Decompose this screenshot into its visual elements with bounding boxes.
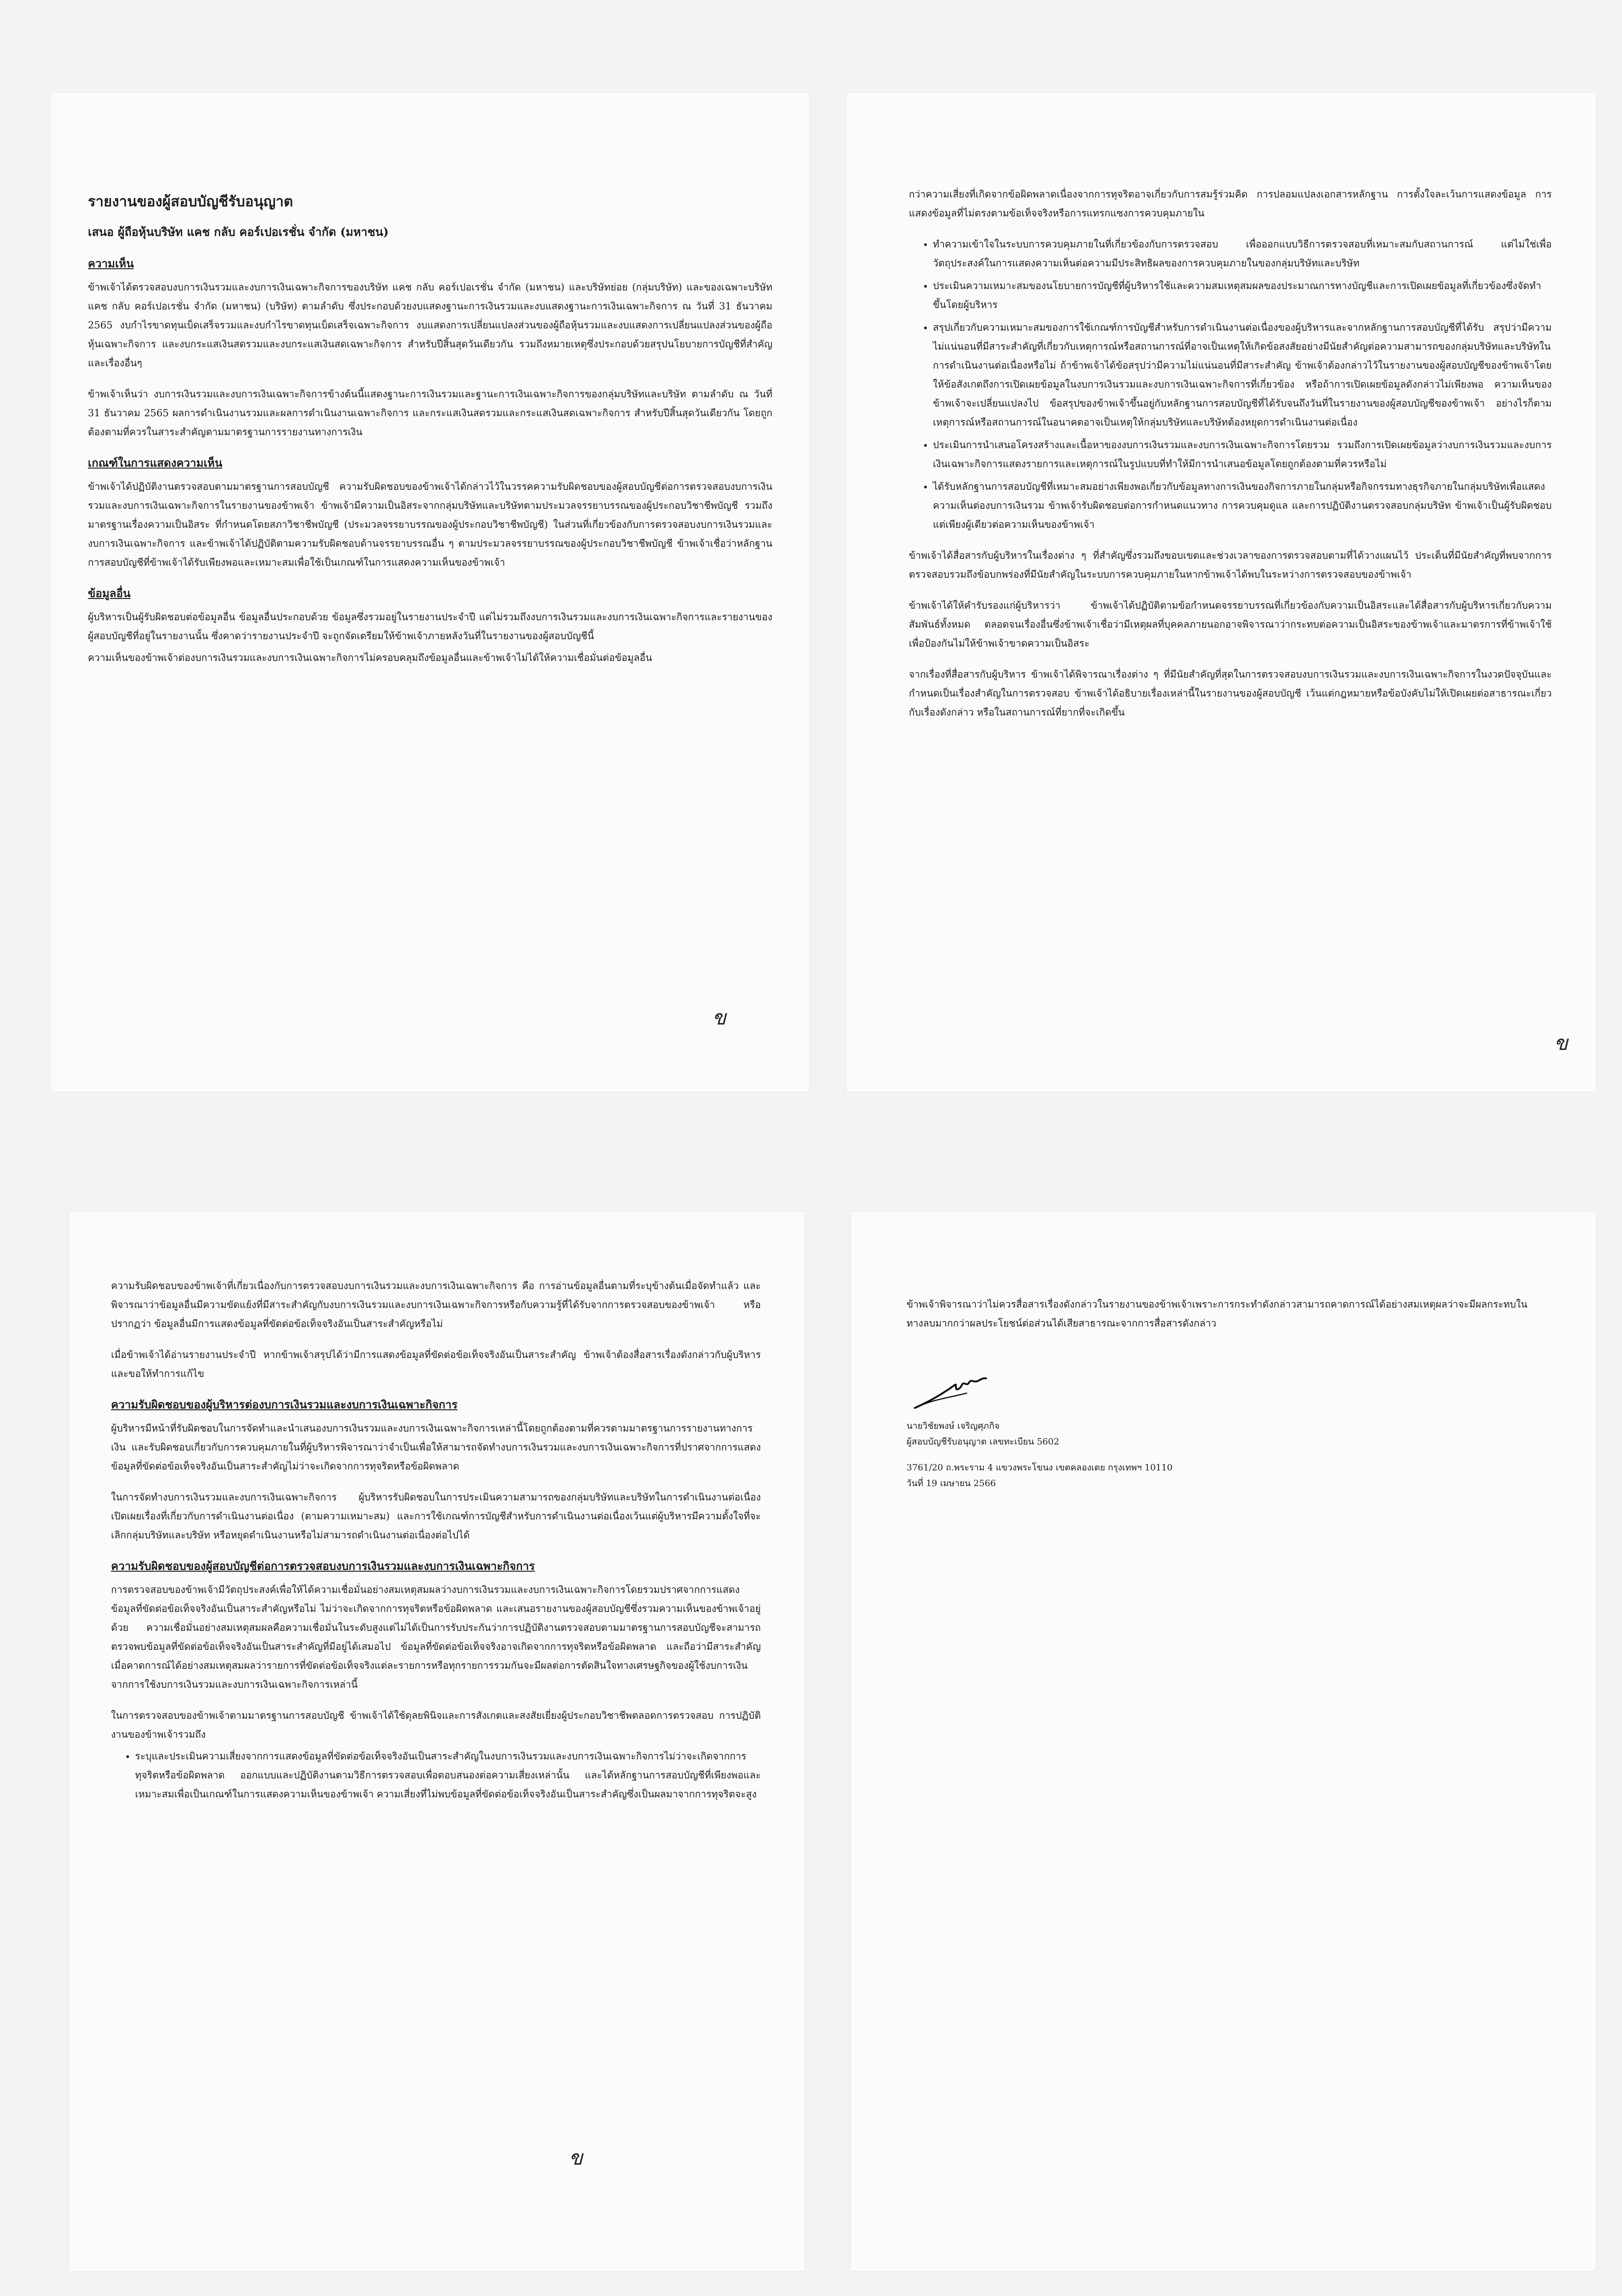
list-item: • ประเมินการนำเสนอโครงสร้างและเนื้อหาของงบการเงินรวมและงบการเงินเฉพาะกิจการโดยรวม รวมถึงการเปิดเผยข้อมูลว่างบการเงินรวมและงบการเงินเฉพาะกิจการแสดงรายการและเหตุการณ์ในรูปแบบที่ทำให้มีการนำเสนอข้อมูลโดยถูกต้องตามที่ควรหรือไม่ — [933, 436, 1552, 474]
paragraph-opinion: ข้าพเจ้าเห็นว่า งบการเงินรวมและงบการเงินเฉพาะกิจการข้างต้นนี้แสดงฐานะการเงินรวมและฐานะการเงินเฉพาะกิจการของกลุ่มบริษัทและบริษัท ตามลำดับ ณ วันที่ 31 ธันวาคม 2565 ผลการดำเนินงานรวมและผลการดำเนินงานเฉพาะกิจการ และกระแสเงินสดรวมและกระแสเงินสดเฉพาะกิจการ สำหรับปีสิ้นสุดวันเดียวกัน โดยถูกต้องตามที่ควรในสาระสำคัญตามมาตรฐานการรายงานทางการเงิน — [88, 389, 772, 438]
list-item: • สรุปเกี่ยวกับความเหมาะสมของการใช้เกณฑ์การบัญชีสำหรับการดำเนินงานต่อเนื่องของผู้บริหารและจากหลักฐานการสอบบัญชีที่ได้รับ สรุปว่ามีความไม่แน่นอนที่มีสาระสำคัญที่เกี่ยวกับเหตุการณ์หรือสถานการณ์ที่อาจเป็นเหตุให้เกิดข้อสงสัยอย่างมีนัยสำคัญต่อความสามารถของกลุ่มบริษัทและบริษัทในการดำเนินงานต่อเนื่องหรือไม่ ถ้าข้าพเจ้าได้ข้อสรุปว่ามีความไม่แน่นอนที่มีสาระสำคัญ ข้าพเจ้าต้องกล่าวไว้ในรายงานของผู้สอบบัญชีของข้าพเจ้าโดยให้ข้อสังเกตถึงการเปิดเผยข้อมูลในงบการเงินรวมและงบการเงินเฉพาะกิจการที่เกี่ยวข้อง หรือถ้าการเปิดเผยข้อมูลดังกล่าวไม่เพียงพอ ความเห็นของข้าพเจ้าจะเปลี่ยนแปลงไป ข้อสรุปของข้าพเจ้าขึ้นอยู่กับหลักฐานการสอบบัญชีที่ได้รับจนถึงวันที่ในรายงานของผู้สอบบัญชีของข้าพเจ้า อย่างไรก็ตาม เหตุการณ์หรือสถานการณ์ในอนาคตอาจเป็นเหตุให้กลุ่มบริษัทและบริษัทต้องหยุดการดำเนินงานต่อเนื่อง — [933, 318, 1552, 432]
heading-basis-for-opinion: เกณฑ์ในการแสดงความเห็น — [88, 456, 222, 469]
page-4-content — [907, 1295, 1540, 1491]
paragraph-other-info-responsibility: ความรับผิดชอบของข้าพเจ้าที่เกี่ยวเนื่องกับการตรวจสอบงบการเงินรวมและงบการเงินเฉพาะกิจการ คือ การอ่านข้อมูลอื่นตามที่ระบุข้างต้นเมื่อจัดทำแล้ว และพิจารณาว่าข้อมูลอื่นมีความขัดแย้งที่มีสาระสำคัญกับงบการเงินรวมและงบการเงินเฉพาะกิจการหรือกับความรู้ที่ได้รับจากการตรวจสอบของข้าพเจ้า หรือปรากฏว่า ข้อมูลอื่นมีการแสดงข้อมูลที่ขัดต่อข้อเท็จจริงอันเป็นสาระสำคัญหรือไม่ — [111, 1280, 761, 1329]
report-page-3 — [69, 1212, 805, 2271]
page-1-content — [88, 190, 772, 679]
paragraph-opinion-scope: ข้าพเจ้าได้ตรวจสอบงบการเงินรวมและงบการเงินเฉพาะกิจการของบริษัท แคช กลับ คอร์เปอเรชั่น จำกัด (มหาชน) และบริษัทย่อย (กลุ่มบริษัท) และของเฉพาะบริษัท แคช กลับ คอร์เปอเรชั่น จำกัด (มหาชน) (บริษัท) ตามลำดับ ซึ่งประกอบด้วยงบแสดงฐานะการเงินรวมและงบแสดงฐานะการเงินเฉพาะกิจการ ณ วันที่ 31 ธันวาคม 2565 งบกำไรขาดทุนเบ็ดเสร็จรวมและงบกำไรขาดทุนเบ็ดเสร็จเฉพาะกิจการ งบแสดงการเปลี่ยนแปลงส่วนของผู้ถือหุ้นรวมและงบแสดงการเปลี่ยนแปลงส่วนของผู้ถือหุ้นเฉพาะกิจการ และงบกระแสเงินสดรวมและงบกระแสเงินสดเฉพาะกิจการ สำหรับปีสิ้นสุดวันเดียวกัน รวมถึงหมายเหตุซึ่งประกอบด้วยสรุปนโยบายการบัญชีที่สำคัญและเรื่องอื่นๆ — [88, 282, 772, 369]
handwritten-signature — [911, 1365, 1022, 1416]
signer-name: นายวิชัยพงษ์ เจริญศุภกิจ — [907, 1421, 1000, 1431]
report-page-2 — [846, 93, 1596, 1092]
heading-other-information: ข้อมูลอื่น — [88, 586, 131, 600]
page-2-content — [909, 185, 1552, 734]
paragraph-basis-for-opinion: ข้าพเจ้าได้ปฏิบัติงานตรวจสอบตามมาตรฐานการสอบบัญชี ความรับผิดชอบของข้าพเจ้าได้กล่าวไว้ในวรรคความรับผิดชอบของผู้สอบบัญชีต่อการตรวจสอบงบการเงินรวมและงบการเงินเฉพาะกิจการในรายงานของข้าพเจ้า ข้าพเจ้ามีความเป็นอิสระจากกลุ่มบริษัทและบริษัทตามประมวลจรรยาบรรณของผู้ประกอบวิชาชีพบัญชี รวมถึง มาตรฐานเรื่องความเป็นอิสระ ที่กำหนดโดยสภาวิชาชีพบัญชี (ประมวลจรรยาบรรณของผู้ประกอบวิชาชีพบัญชี) ในส่วนที่เกี่ยวข้องกับการตรวจสอบงบการเงินรวมและงบการเงินเฉพาะกิจการ และข้าพเจ้าได้ปฏิบัติตามความรับผิดชอบด้านจรรยาบรรณอื่น ๆ ตามประมวลจรรยาบรรณของผู้ประกอบวิชาชีพบัญชี ข้าพเจ้าเชื่อว่าหลักฐานการสอบบัญชีที่ข้าพเจ้าได้รับเพียงพอและเหมาะสมเพื่อใช้เป็นเกณฑ์ในการแสดงความเห็นของข้าพเจ้า — [88, 481, 772, 568]
auditor-procedures-list — [111, 1747, 761, 1804]
paragraph-non-disclosure: ข้าพเจ้าพิจารณาว่าไม่ควรสื่อสารเรื่องดังกล่าวในรายงานของข้าพเจ้าเพราะการกระทำดังกล่าวสามารถคาดการณ์ได้อย่างสมเหตุผลว่าจะมีผลกระทบในทางลบมากกว่าผลประโยชน์ต่อส่วนได้เสียสาธารณะจากการสื่อสารดังกล่าว — [907, 1299, 1528, 1329]
auditor-procedures-list — [909, 235, 1552, 534]
report-date: วันที่ 19 เมษายน 2566 — [907, 1478, 996, 1488]
paragraph-key-audit-matters: จากเรื่องที่สื่อสารกับผู้บริหาร ข้าพเจ้าได้พิจารณาเรื่องต่าง ๆ ที่มีนัยสำคัญที่สุดในการตรวจสอบงบการเงินรวมและงบการเงินเฉพาะกิจการในงวดปัจจุบันและกำหนดเป็นเรื่องสำคัญในการตรวจสอบ ข้าพเจ้าได้อธิบายเรื่องเหล่านี้ในรายงานของผู้สอบบัญชี เว้นแต่กฎหมายหรือข้อบังคับไม่ให้เปิดเผยต่อสาธารณะเกี่ยวกับเรื่องดังกล่าว หรือในสถานการณ์ที่ยากที่จะเกิดขึ้น — [909, 669, 1552, 718]
paragraph-management-responsibility: ผู้บริหารมีหน้าที่รับผิดชอบในการจัดทำและนำเสนองบการเงินรวมและงบการเงินเฉพาะกิจการเหล่านี้โดยถูกต้องตามที่ควรตามมาตรฐานการรายงานทางการเงิน และรับผิดชอบเกี่ยวกับการควบคุมภายในที่ผู้บริหารพิจารณาว่าจำเป็นเพื่อให้สามารถจัดทำงบการเงินรวมและงบการเงินเฉพาะกิจการที่ปราศจากการแสดงข้อมูลที่ขัดต่อข้อเท็จจริงอันเป็นสาระสำคัญไม่ว่าจะเกิดจากการทุจริตหรือข้อผิดพลาด — [111, 1423, 761, 1472]
heading-opinion: ความเห็น — [88, 257, 134, 270]
report-title: รายงานของผู้สอบบัญชีรับอนุญาต — [88, 193, 293, 210]
page-initial-mark: ข — [1554, 1031, 1568, 1055]
signature-block — [907, 1365, 1540, 1491]
firm-address: 3761/20 ถ.พระราม 4 แขวงพระโขนง เขตคลองเตย กรุงเทพฯ 10110 — [907, 1463, 1173, 1473]
heading-auditor-responsibility: ความรับผิดชอบของผู้สอบบัญชีต่อการตรวจสอบงบการเงินรวมและงบการเงินเฉพาะกิจการ — [111, 1559, 535, 1573]
paragraph-annual-report: เมื่อข้าพเจ้าได้อ่านรายงานประจำปี หากข้าพเจ้าสรุปได้ว่ามีการแสดงข้อมูลที่ขัดต่อข้อเท็จจริงอันเป็นสาระสำคัญ ข้าพเจ้าต้องสื่อสารเรื่องดังกล่าวกับผู้บริหารและขอให้ทำการแก้ไข — [111, 1349, 761, 1379]
list-item: • ประเมินความเหมาะสมของนโยบายการบัญชีที่ผู้บริหารใช้และความสมเหตุสมผลของประมาณการทางบัญชีและการเปิดเผยข้อมูลที่เกี่ยวข้องซึ่งจัดทำขึ้นโดยผู้บริหาร — [933, 277, 1552, 315]
report-page-1 — [51, 93, 809, 1092]
paragraph-continued-fraud-risk: กว่าความเสี่ยงที่เกิดจากข้อผิดพลาดเนื่องจากการทุจริตอาจเกี่ยวกับการสมรู้ร่วมคิด การปลอมแปลงเอกสารหลักฐาน การตั้งใจละเว้นการแสดงข้อมูล การแสดงข้อมูลที่ไม่ตรงตามข้อเท็จจริงหรือการแทรกแซงการควบคุมภายใน — [909, 189, 1552, 219]
report-addressee: เสนอ ผู้ถือหุ้นบริษัท แคช กลับ คอร์เปอเรชั่น จำกัด (มหาชน) — [88, 225, 389, 239]
page-initial-mark: ข — [568, 2146, 583, 2170]
paragraph-communication: ข้าพเจ้าได้สื่อสารกับผู้บริหารในเรื่องต่าง ๆ ที่สำคัญซึ่งรวมถึงขอบเขตและช่วงเวลาของการตรวจสอบตามที่ได้วางแผนไว้ ประเด็นที่มีนัยสำคัญที่พบจากการตรวจสอบรวมถึงข้อบกพร่องที่มีนัยสำคัญในระบบการควบคุมภายในหากข้าพเจ้าได้พบในระหว่างการตรวจสอบของข้าพเจ้า — [909, 550, 1552, 580]
list-item: • ทำความเข้าใจในระบบการควบคุมภายในที่เกี่ยวข้องกับการตรวจสอบ เพื่อออกแบบวิธีการตรวจสอบที่เหมาะสมกับสถานการณ์ แต่ไม่ใช่เพื่อวัตถุประสงค์ในการแสดงความเห็นต่อความมีประสิทธิผลของการควบคุมภายในของกลุ่มบริษัทและบริษัท — [933, 235, 1552, 273]
paragraph-independence: ข้าพเจ้าได้ให้คำรับรองแก่ผู้บริหารว่า ข้าพเจ้าได้ปฏิบัติตามข้อกำหนดจรรยาบรรณที่เกี่ยวข้องกับความเป็นอิสระและได้สื่อสารกับผู้บริหารเกี่ยวกับความสัมพันธ์ทั้งหมด ตลอดจนเรื่องอื่นซึ่งข้าพเจ้าเชื่อว่ามีเหตุผลที่บุคคลภายนอกอาจพิจารณาว่ากระทบต่อความเป็นอิสระของข้าพเจ้าและมาตรการที่ข้าพเจ้าใช้เพื่อป้องกันไม่ให้ข้าพเจ้าขาดความเป็นอิสระ — [909, 600, 1552, 649]
paragraph-other-information: ผู้บริหารเป็นผู้รับผิดชอบต่อข้อมูลอื่น ข้อมูลอื่นประกอบด้วย ข้อมูลซึ่งรวมอยู่ในรายงานประจำปี แต่ไม่รวมถึงงบการเงินรวมและงบการเงินเฉพาะกิจการและรายงานของผู้สอบบัญชีที่อยู่ในรายงานนั้น ซึ่งคาดว่ารายงานประจำปี จะถูกจัดเตรียมให้ข้าพเจ้าภายหลังวันที่ในรายงานของผู้สอบบัญชีนี้ — [88, 611, 772, 642]
page-3-content — [111, 1277, 761, 1816]
paragraph-going-concern: ในการจัดทำงบการเงินรวมและงบการเงินเฉพาะกิจการ ผู้บริหารรับผิดชอบในการประเมินความสามารถของกลุ่มบริษัทและบริษัทในการดำเนินงานต่อเนื่อง เปิดเผยเรื่องที่เกี่ยวกับการดำเนินงานต่อเนื่อง (ตามความเหมาะสม) และการใช้เกณฑ์การบัญชีสำหรับการดำเนินงานต่อเนื่องเว้นแต่ผู้บริหารมีความตั้งใจที่จะเลิกกลุ่มบริษัทและบริษัท หรือหยุดดำเนินงานหรือไม่สามารถดำเนินงานต่อเนื่องต่อไปได้ — [111, 1492, 761, 1541]
paragraph-other-information-scope: ความเห็นของข้าพเจ้าต่องบการเงินรวมและงบการเงินเฉพาะกิจการไม่ครอบคลุมถึงข้อมูลอื่นและข้าพเจ้าไม่ได้ให้ความเชื่อมั่นต่อข้อมูลอื่น — [88, 652, 653, 663]
signer-title: ผู้สอบบัญชีรับอนุญาต เลขทะเบียน 5602 — [907, 1437, 1060, 1447]
list-item: • ได้รับหลักฐานการสอบบัญชีที่เหมาะสมอย่างเพียงพอเกี่ยวกับข้อมูลทางการเงินของกิจการภายในกลุ่มหรือกิจกรรมทางธุรกิจภายในกลุ่มบริษัทเพื่อแสดงความเห็นต่องบการเงินรวม ข้าพเจ้ารับผิดชอบต่อการกำหนดแนวทาง การควบคุมดูแล และการปฏิบัติงานตรวจสอบกลุ่มบริษัท ข้าพเจ้าเป็นผู้รับผิดชอบแต่เพียงผู้เดียวต่อความเห็นของข้าพเจ้า — [933, 477, 1552, 534]
paragraph-professional-judgment: ในการตรวจสอบของข้าพเจ้าตามมาตรฐานการสอบบัญชี ข้าพเจ้าได้ใช้ดุลยพินิจและการสังเกตและสงสัยเยี่ยงผู้ประกอบวิชาชีพตลอดการตรวจสอบ การปฏิบัติงานของข้าพเจ้ารวมถึง — [111, 1710, 761, 1740]
paragraph-auditor-objective: การตรวจสอบของข้าพเจ้ามีวัตถุประสงค์เพื่อให้ได้ความเชื่อมั่นอย่างสมเหตุสมผลว่างบการเงินรวมและงบการเงินเฉพาะกิจการโดยรวมปราศจากการแสดงข้อมูลที่ขัดต่อข้อเท็จจริงอันเป็นสาระสำคัญหรือไม่ ไม่ว่าจะเกิดจากการทุจริตหรือข้อผิดพลาด และเสนอรายงานของผู้สอบบัญชีซึ่งรวมความเห็นของข้าพเจ้าอยู่ด้วย ความเชื่อมั่นอย่างสมเหตุสมผลคือความเชื่อมั่นในระดับสูงแต่ไม่ได้เป็นการรับประกันว่าการปฏิบัติงานตรวจสอบตามมาตรฐานการสอบบัญชีจะสามารถตรวจพบข้อมูลที่ขัดต่อข้อเท็จจริงอันเป็นสาระสำคัญที่มีอยู่ได้เสมอไป ข้อมูลที่ขัดต่อข้อเท็จจริงอาจเกิดจากการทุจริตหรือข้อผิดพลาด และถือว่ามีสาระสำคัญเมื่อคาดการณ์ได้อย่างสมเหตุสมผลว่ารายการที่ขัดต่อข้อเท็จจริงแต่ละรายการหรือทุกรายการรวมกันจะมีผลต่อการตัดสินใจทางเศรษฐกิจของผู้ใช้งบการเงินจากการใช้งบการเงินรวมและงบการเงินเฉพาะกิจการเหล่านี้ — [111, 1584, 761, 1690]
heading-management-responsibility: ความรับผิดชอบของผู้บริหารต่องบการเงินรวมและงบการเงินเฉพาะกิจการ — [111, 1398, 458, 1411]
page-initial-mark: ข — [712, 1006, 726, 1030]
list-item: • ระบุและประเมินความเสี่ยงจากการแสดงข้อมูลที่ขัดต่อข้อเท็จจริงอันเป็นสาระสำคัญในงบการเงินรวมและงบการเงินเฉพาะกิจการไม่ว่าจะเกิดจากการทุจริตหรือข้อผิดพลาด ออกแบบและปฏิบัติงานตามวิธีการตรวจสอบเพื่อตอบสนองต่อความเสี่ยงเหล่านั้น และได้หลักฐานการสอบบัญชีที่เพียงพอและเหมาะสมเพื่อเป็นเกณฑ์ในการแสดงความเห็นของข้าพเจ้า ความเสี่ยงที่ไม่พบข้อมูลที่ขัดต่อข้อเท็จจริงอันเป็นสาระสำคัญซึ่งเป็นผลมาจากการทุจริตจะสูง — [135, 1747, 761, 1804]
report-page-4 — [851, 1212, 1596, 2271]
